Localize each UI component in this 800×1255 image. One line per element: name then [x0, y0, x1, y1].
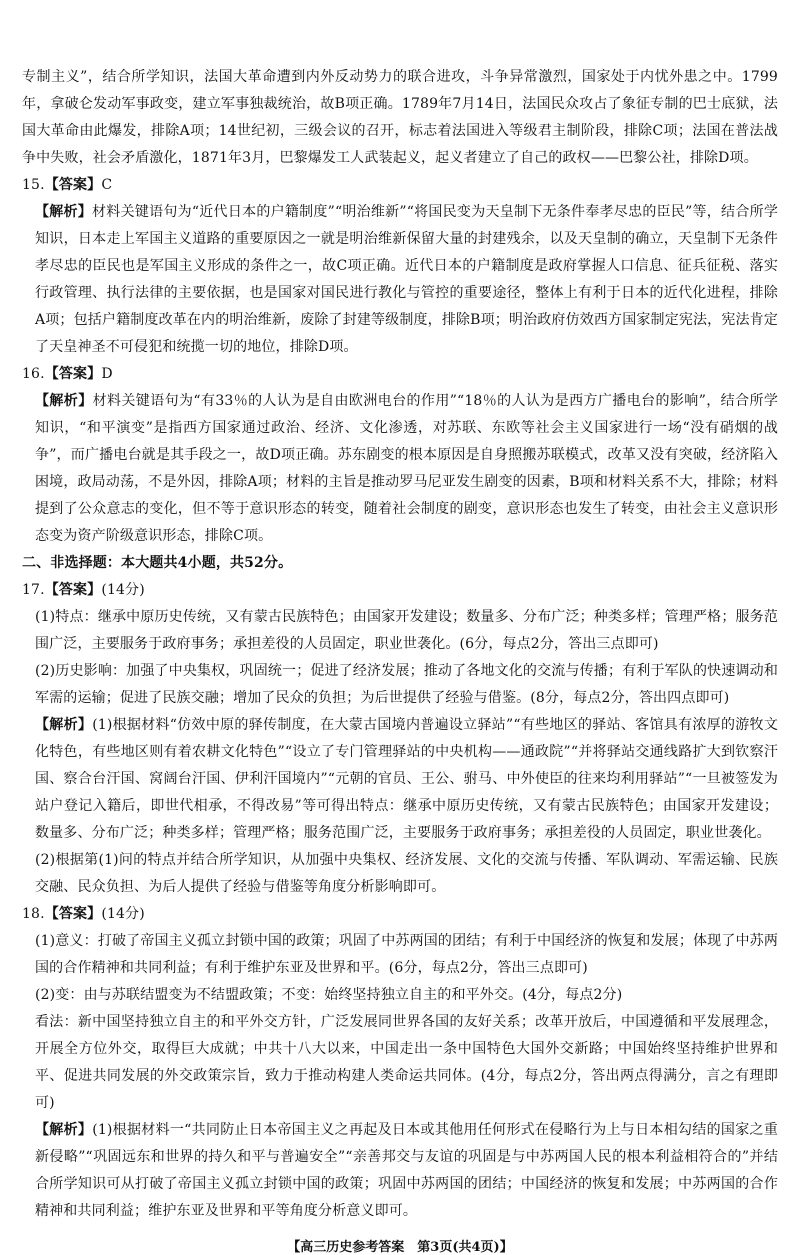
q17-analysis-tag: 【解析】	[35, 717, 93, 733]
q16-answer: D	[101, 366, 113, 382]
q16-analysis	[22, 388, 778, 550]
q18-analysis1: (1)根据材料一“共同防止日本帝国主义之再起及日本或其他用任何形式在侵略行为上与日本相勾结的国家之重新侵略”“巩固远东和世界的持久和平与普遍安全”“亲善邦交与友谊的巩固是与中苏两国人民的根本利益相符合的”并结合所学知识可从打破了帝国主义孤立封锁中国的政策；巩固中苏两国的团结；中国经济的恢复和发展；中苏两国的合作精神和共同利益；维护东亚及世界和平等角度分析意义即可。	[35, 1122, 778, 1219]
page-footer: 【高三历史参考答案 第3页(共4页)】	[287, 1240, 513, 1255]
q17-analysis1: (1)根据材料“仿效中原的驿传制度，在大蒙古国境内普遍设立驿站”“有些地区的驿站、客馆具有浓厚的游牧文化特色，有些地区则有着农耕文化特色”“设立了专门管理驿站的中央机构——通政院”“并将驿站交通线路扩大到钦察汗国、察合台汗国、窝阔台汗国、伊利汗国境内”“元朝的官员、王公、驸马、中外使臣的往来均利用驿站”“一旦被签发为站户登记入籍后，即世代相承，不得改易”等可得出特点：继承中原历史传统，又有蒙古民族特色；由国家开发建设；数量多、分布广泛；种类多样；管理严格；服务范围广泛，主要服务于政府事务；承担差役的人员固定，职业世袭化。	[35, 717, 778, 841]
q17-answer-line	[22, 577, 778, 604]
q17-score: (14分)	[101, 582, 145, 598]
q18-score: (14分)	[101, 906, 145, 922]
q16-analysis-tag: 【解析】	[35, 393, 93, 409]
q16-answer-tag: 【答案】	[44, 366, 102, 382]
q17-answer-tag: 【答案】	[44, 582, 102, 598]
q16-number: 16.	[22, 366, 45, 382]
q15-analysis-tag: 【解析】	[35, 204, 93, 220]
q15-answer: C	[101, 177, 113, 193]
q16-analysis-text: 材料关键语句为“有33％的人认为是自由欧洲电台的作用”“18％的人认为是西方广播电台的影响”，结合所学知识，“和平演变”是指西方国家通过政治、经济、文化渗透，对苏联、东欧等社会主义国家进行一场“没有硝烟的战争”，而广播电台就是其手段之一，故D项正确。苏东剧变的根本原因是自身照搬苏联模式，改革又没有突破，经济陷入困境，政局动荡，不是外因，排除A项；材料的主旨是推动罗马尼亚发生剧变的因素，B项和材料关系不大，排除；材料提到了公众意志的变化，但不等于意识形态的转变，随着社会制度的剧变，意识形态也发生了转变，由社会主义意识形态变为资产阶级意识形态，排除C项。	[35, 393, 778, 544]
q17-number: 17.	[22, 582, 45, 598]
q18-analysis	[22, 1117, 778, 1225]
q18-answer-tag: 【答案】	[44, 906, 102, 922]
q16-answer-line	[22, 361, 778, 388]
q18-number: 18.	[22, 906, 45, 922]
q18-point3: 看法：新中国坚持独立自主的和平外交方针，广泛发展同世界各国的友好关系；改革开放后，中国遵循和平发展理念，开展全方位外交，取得巨大成就；中共十八大以来，中国走出一条中国特色大国外交新路；中国始终坚持维护世界和平、促进共同发展的外交政策宗旨，致力于推动构建人类命运共同体。(4分，每点2分，答出两点得满分，言之有理即可)	[35, 1014, 778, 1111]
q17-analysis2: (2)根据第(1)问的特点并结合所学知识，从加强中央集权、经济发展、文化的交流与传播、军队调动、军需运输、民族交融、民众负担、为后人提供了经验与借鉴等角度分析影响即可。	[35, 852, 778, 895]
section2-heading: 二、非选择题：本大题共4小题，共52分。	[22, 555, 293, 571]
q18-answer-line	[22, 901, 778, 928]
q18-analysis-tag: 【解析】	[35, 1122, 93, 1138]
q18-point2: (2)变：由与苏联结盟变为不结盟政策；不变：始终坚持独立自主的和平外交。(4分，每点2分)	[35, 987, 623, 1003]
q15-number: 15.	[22, 177, 45, 193]
q15-answer-tag: 【答案】	[44, 177, 102, 193]
q15-analysis	[22, 199, 778, 361]
q15-answer-line	[22, 172, 778, 199]
q14-continuation: 专制主义”，结合所学知识，法国大革命遭到内外反动势力的联合进攻，斗争异常激烈，国家处于内忧外患之中。1799年，拿破仑发动军事政变，建立军事独裁统治，故B项正确。1789年7月14日，法国民众攻占了象征专制的巴士底狱，法国大革命由此爆发，排除A项；14世纪初，三级会议的召开，标志着法国进入等级君主制阶段，排除C项；法国在普法战争中失败，社会矛盾激化，1871年3月，巴黎爆发工人武装起义，起义者建立了自己的政权——巴黎公社，排除D项。	[22, 69, 778, 166]
q17-point1: (1)特点：继承中原历史传统，又有蒙古民族特色；由国家开发建设；数量多、分布广泛；种类多样；管理严格；服务范围广泛，主要服务于政府事务；承担差役的人员固定，职业世袭化。(6分，每点2分，答出三点即可)	[35, 609, 778, 652]
q15-analysis-text: 材料关键语句为“近代日本的户籍制度”“明治维新”“将国民变为天皇制下无条件奉孝尽忠的臣民”等，结合所学知识，日本走上军国主义道路的重要原因之一就是明治维新保留大量的封建残余，以及天皇制的确立，天皇制下无条件孝尽忠的臣民也是军国主义形成的条件之一，故C项正确。近代日本的户籍制度是政府掌握人口信息、征兵征税、落实行政管理、执行法律的主要依据，也是国家对国民进行教化与管控的重要途径，整体上有利于日本的近代化进程，排除A项；包括户籍制度改革在内的明治维新，废除了封建等级制度，排除B项；明治政府仿效西方国家制定宪法，宪法肯定了天皇神圣不可侵犯和统揽一切的地位，排除D项。	[35, 204, 778, 355]
q17-analysis	[22, 712, 778, 847]
q18-point1: (1)意义：打破了帝国主义孤立封锁中国的政策；巩固了中苏两国的团结；有利于中国经济的恢复和发展；体现了中苏两国的合作精神和共同利益；有利于维护东亚及世界和平。(6分，每点2分，答出三点即可)	[35, 933, 778, 976]
q17-point2: (2)历史影响：加强了中央集权，巩固统一；促进了经济发展；推动了各地文化的交流与传播；有利于军队的快速调动和军需的运输；促进了民族交融；增加了民众的负担；为后世提供了经验与借鉴。(8分，每点2分，答出四点即可)	[35, 663, 778, 706]
